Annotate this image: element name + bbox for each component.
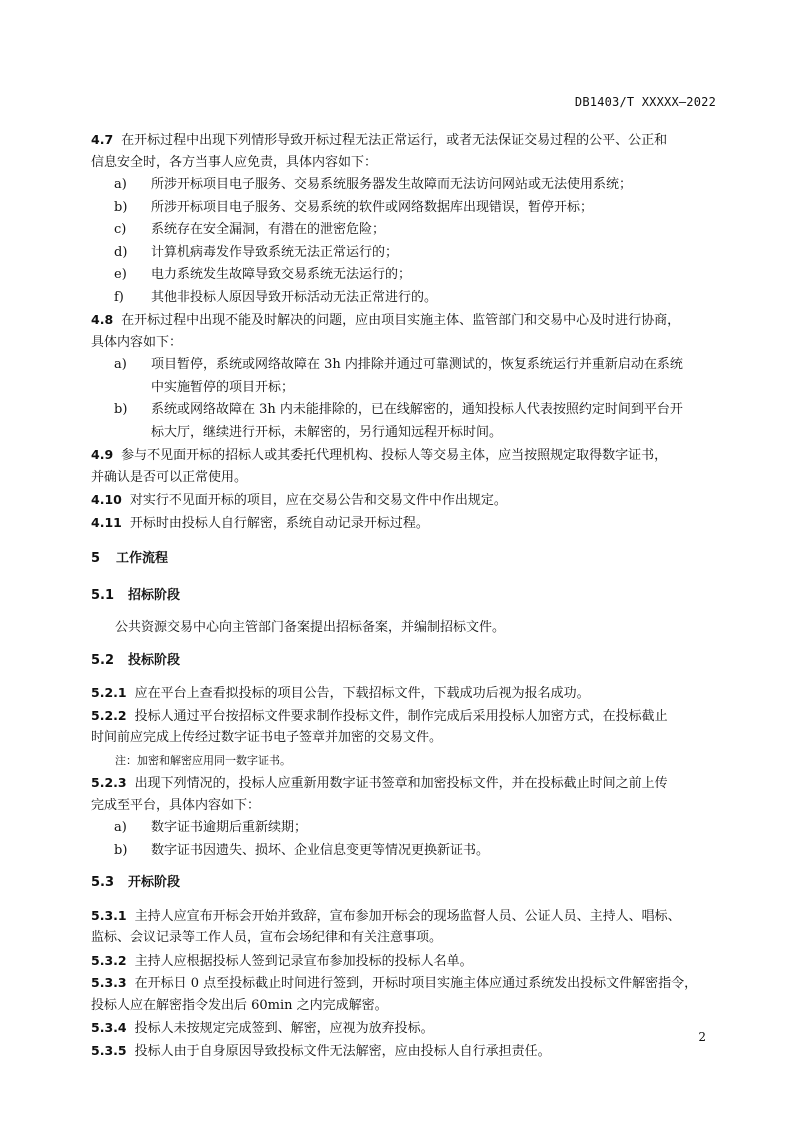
clause-number: 4.10 <box>91 492 122 507</box>
note: 注：加密和解密应用同一数字证书。 <box>115 753 291 767</box>
clause-text: 投标人应在解密指令发出后 60min 之内完成解密。 <box>91 997 388 1013</box>
clause-4-9 <box>91 444 716 489</box>
clause-text: 对实行不见面开标的项目，应在交易公告和交易文件中作出规定。 <box>129 493 507 508</box>
list-item: d) 计算机病毒发作导致系统无法正常运行的； <box>114 244 399 260</box>
clause-5-3-1 <box>91 905 716 950</box>
clause-5-3-3 <box>91 972 716 1017</box>
clause-text: 在开标过程中出现不能及时解决的问题，应由项目实施主体、监管部门和交易中心及时进行协商， <box>121 313 681 328</box>
list-item-continuation: 中实施暂停的项目开标； <box>151 379 295 395</box>
clause-4-11 <box>91 512 716 535</box>
clause-4-8 <box>91 309 716 444</box>
clause-5-2-1 <box>91 682 716 705</box>
document-body <box>91 129 716 1062</box>
list-item: a) 所涉开标项目电子服务、交易系统服务器发生故障而无法访问网站或无法使用系统； <box>114 177 633 192</box>
clause-number: 5.3.2 <box>91 952 127 968</box>
list-item: b) 数字证书因遗失、损坏、企业信息变更等情况更换新证书。 <box>114 842 490 858</box>
clause-text: 投标人由于自身原因导致投标文件无法解密，应由投标人自行承担责任。 <box>134 1043 551 1059</box>
section-number: 5.1 <box>91 587 115 603</box>
clause-number: 4.8 <box>91 312 114 327</box>
clause-number: 5.3.5 <box>91 1042 127 1058</box>
list-item: e) 电力系统发生故障导致交易系统无法运行的； <box>114 267 412 282</box>
clause-text: 应在平台上查看拟投标的项目公告，下载招标文件，下载成功后视为报名成功。 <box>134 686 590 701</box>
clause-text: 开标时由投标人自行解密，系统自动记录开标过程。 <box>129 515 429 531</box>
section-5-3-heading <box>91 872 716 895</box>
clause-number: 5.3.3 <box>91 975 127 990</box>
clause-number: 5.2.2 <box>91 707 127 723</box>
clause-text: 完成至平台，具体内容如下： <box>91 797 261 813</box>
clause-text: 监标、会议记录等工作人员，宣布会场纪律和有关注意事项。 <box>91 930 443 945</box>
list-item: b) 系统或网络故障在 3h 内未能排除的，已在线解密的，通知投标人代表按照约定时间到平台开 <box>114 402 683 417</box>
clause-text: 具体内容如下： <box>91 334 183 350</box>
section-number: 5.2 <box>91 652 115 668</box>
clause-number: 4.11 <box>91 514 122 530</box>
clause-number: 5.2.1 <box>91 685 127 700</box>
section-5-2-heading <box>91 650 716 673</box>
section-5-heading <box>91 548 716 571</box>
clause-5-2-3 <box>91 772 716 862</box>
clause-number: 4.9 <box>91 447 114 462</box>
clause-text: 并确认是否可以正常使用。 <box>91 469 248 485</box>
clause-number: 5.3.4 <box>91 1020 127 1035</box>
clause-text: 出现下列情况的，投标人应重新用数字证书签章和加密投标文件，并在投标截止时间之前上传 <box>134 776 668 791</box>
clause-text: 信息安全时，各方当事人应免责，具体内容如下： <box>91 154 378 170</box>
clause-text: 参与不见面开标的招标人或其委托代理机构、投标人等交易主体，应当按照规定取得数字证书， <box>121 448 668 463</box>
list-item: a) 项目暂停，系统或网络故障在 3h 内排除并通过可靠测试的，恢复系统运行并重新启动在系统 <box>114 357 683 372</box>
clause-number: 5.2.3 <box>91 775 127 790</box>
clause-text: 时间前应完成上传经过数字证书电子签章并加密的交易文件。 <box>91 730 443 745</box>
list-item: a) 数字证书逾期后重新续期； <box>114 820 308 835</box>
clause-5-3-4 <box>91 1017 716 1040</box>
section-5-1-heading <box>91 585 716 608</box>
clause-text: 投标人未按规定完成签到、解密，应视为放弃投标。 <box>134 1021 434 1036</box>
list-item: b) 所涉开标项目电子服务、交易系统的软件或网络数据库出现错误，暂停开标； <box>114 199 594 215</box>
clause-text: 在开标过程中出现下列情形导致开标过程无法正常运行，或者无法保证交易过程的公平、公正和 <box>121 133 668 148</box>
clause-4-10 <box>91 489 716 512</box>
clause-text: 在开标日 0 点至投标截止时间进行签到，开标时项目实施主体应通过系统发出投标文件解密指令， <box>134 976 698 991</box>
section-number: 5.3 <box>91 875 115 890</box>
clause-text: 主持人应根据投标人签到记录宣布参加投标的投标人名单。 <box>134 953 473 969</box>
section-number: 5 <box>91 551 101 566</box>
clause-text: 主持人应宣布开标会开始并致辞，宣布参加开标会的现场监督人员、公证人员、主持人、唱标、 <box>134 908 681 924</box>
clause-5-3-5 <box>91 1040 716 1063</box>
list-item: c) 系统存在安全漏洞，有潜在的泄密危险； <box>114 222 386 237</box>
clause-4-7 <box>91 129 716 309</box>
page-number: 2 <box>698 1030 706 1044</box>
clause-text: 投标人通过平台按招标文件要求制作投标文件，制作完成后采用投标人加密方式，在投标截止 <box>134 708 668 724</box>
section-title: 开标阶段 <box>128 875 181 890</box>
section-title: 投标阶段 <box>128 652 181 668</box>
clause-number: 5.3.1 <box>91 907 127 923</box>
clause-5-3-2 <box>91 950 716 973</box>
clause-number: 4.7 <box>91 132 114 147</box>
list-item: f) 其他非投标人原因导致开标活动无法正常进行的。 <box>114 289 438 305</box>
document-code: DB1403/T XXXXX—2022 <box>574 95 716 109</box>
section-title: 招标阶段 <box>128 587 181 603</box>
list-item-continuation: 标大厅，继续进行开标，未解密的，另行通知远程开标时间。 <box>151 424 503 440</box>
paragraph: 公共资源交易中心向主管部门备案提出招标备案，并编制招标文件。 <box>115 620 506 635</box>
section-title: 工作流程 <box>116 551 169 566</box>
clause-5-2-2 <box>91 705 716 773</box>
